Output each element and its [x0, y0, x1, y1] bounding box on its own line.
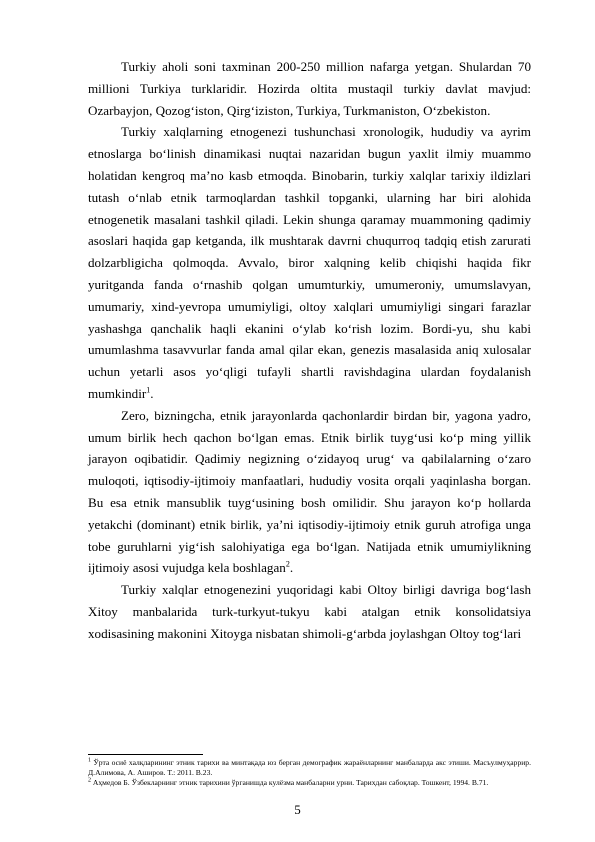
footnote-1	[88, 758, 531, 777]
footnote-divider	[88, 754, 203, 755]
paragraph-4-text: Turkiy xalqlar etnogenezini yuqoridagi kabi Oltoy birligi davriga bog‘lash Xitoy manbalarida turk-turkyut-tukyu kabi atalgan etnik konsolidatsiya xodisasining makonini Xitoyga nisbatan shimoli-g‘arbda joylashgan Oltoy tog‘lari	[88, 582, 531, 641]
footnote-1-text: Ўрта осиё халқларининг этник тарихи ва минтақада юз берган демографик жараёнларнинг манбаларда акс этиши. Масъулмуҳаррир. Д.Алимова, А. Аширов. Т.: 2011. В.23.	[88, 758, 532, 777]
footnote-1-number: 1	[88, 757, 91, 764]
paragraph-4	[88, 579, 531, 644]
footnote-2-text: Аҳмедов Б. Ўзбекларнинг этник тарихини ўрганишда кулёзма манбаларни урни. Тарихдан сабоқлар. Тошкент, 1994. В.71.	[92, 778, 489, 788]
footnote-2	[88, 778, 531, 788]
paragraph-3: Zero, bizningcha, etnik jarayonlarda qachonlardir birdan bir, yagona yadro, umum birlik hech qachon bo‘lgan emas. Etnik birlik tuyg‘usi ko‘p ming yillik jarayon oqibatidir. Qadimiy negizning o‘zidayoq urug‘ va qabilalarning o‘zaro muloqoti, iqtisodiy-ijtimoiy manfaatlari, hududiy vosita orqali yaqinlasha borgan. Bu esa etnik mansublik tuyg‘usining bosh omilidir. Shu jarayon ko‘p hollarda yetakchi (dominant) etnik birlik, ya’ni iqtisodiy-ijtimoiy etnik guruh atrofiga unga tobe guruhlarni yig‘ish salohiyatiga ega bo‘lgan. Natijada etnik umumiylikning ijtimoiy asosi vujudga kela boshlagan$^2$.	[88, 407, 531, 576]
paragraph-1	[88, 56, 531, 121]
paragraph-2: Turkiy xalqlarning etnogenezi tushunchasi xronologik, hududiy va ayrim etnoslarga bo‘linish dinamikasi nuqtai nazaridan bugun yaxlit ilmiy muammo holatidan kengroq ma’no kasb etmoqda. Binobarin, turkiy xalqlar tarixiy ildizlari tutash o‘nlab etnik tarmoqlardan tashkil topganki, ularning har biri alohida etnogenetik masalani tashkil qiladi. Lekin shunga qaramay muammoning qadimiy asoslari haqida gap ketganda, ilk mushtarak davrni chuqurroq tadqiq etish zarurati dolzarbligicha qolmoqda. Avvalo, biror xalqning kelib chiqishi haqida fikr yuritganda fanda o‘rnashib qolgan umumturkiy, umumeroniy, umumslavyan, umumariy, xind-yevropa umumiyligi, oltoy xalqlari umumiyligi singari farazlar yashashga qanchalik haqli ekanini o‘ylab ko‘rish lozim. Bordi-yu, shu kabi umumlashma tasavvurlar fanda amal qilar ekan, genezis masalasida aniq xulosalar uchun yetarli asos yo‘qligi tufayli shartli ravishdagina ulardan foydalanish mumkindir$^1$.	[88, 124, 531, 401]
footnote-2-number: 2	[88, 777, 91, 784]
footnote-ref-2[interactable]: 2	[285, 559, 290, 569]
footnote-ref-1[interactable]: 1	[146, 385, 151, 395]
footnotes	[88, 758, 531, 789]
paragraph-3-text: Zero, bizningcha, etnik jarayonlarda qachonlardir birdan bir, yagona yadro, umum birlik hech qachon bo‘lgan emas. Etnik birlik tuyg‘usi ko‘p ming yillik jarayon oqibatidir. Qadimiy negizning o‘zidayoq urug‘ va qabilalarning o‘zaro muloqoti, iqtisodiy-ijtimoiy manfaatlari, hududiy vosita orqali yaqinlasha borgan. Bu esa etnik mansublik tuyg‘usining bosh omilidir. Shu jarayon ko‘p hollarda yetakchi (dominant) etnik birlik, ya’ni iqtisodiy-ijtimoiy etnik guruh atrofiga unga tobe guruhlarni yig‘ish salohiyatiga ega bo‘lgan. Natijada etnik umumiylikning ijtimoiy asosi vujudga kela boshlagan	[88, 407, 531, 576]
paragraph-2-text: Turkiy xalqlarning etnogenezi tushunchasi xronologik, hududiy va ayrim etnoslarga bo‘linish dinamikasi nuqtai nazaridan bugun yaxlit ilmiy muammo holatidan kengroq ma’no kasb etmoqda. Binobarin, turkiy xalqlar tarixiy ildizlari tutash o‘nlab etnik tarmoqlardan tashkil topganki, ularning har biri alohida etnogenetik masalani tashkil qiladi. Lekin shunga qaramay muammoning qadimiy asoslari haqida gap ketganda, ilk mushtarak davrni chuqurroq tadqiq etish zarurati dolzarbligicha qolmoqda. Avvalo, biror xalqning kelib chiqishi haqida fikr yuritganda fanda o‘rnashib qolgan umumturkiy, umumeroniy, umumslavyan, umumariy, xind-yevropa umumiyligi, oltoy xalqlari umumiyligi singari farazlar yashashga qanchalik haqli ekanini o‘ylab ko‘rish lozim. Bordi-yu, shu kabi umumlashma tasavvurlar fanda amal qilar ekan, genezis masalasida aniq xulosalar uchun yetarli asos yo‘qligi tufayli shartli ravishdagina ulardan foydalanish mumkindir	[88, 124, 531, 401]
paragraph-1-text: Turkiy aholi soni taxminan 200-250 million nafarga yetgan. Shulardan 70 millioni Turkiya turklaridir. Hozirda oltita mustaqil turkiy davlat mavjud: Ozarbayjon, Qozog‘iston, Qirg‘iziston, Turkiya, Turkmaniston, O‘zbekiston.	[88, 59, 531, 118]
page-number: 5	[294, 802, 301, 817]
document-body	[88, 56, 531, 645]
